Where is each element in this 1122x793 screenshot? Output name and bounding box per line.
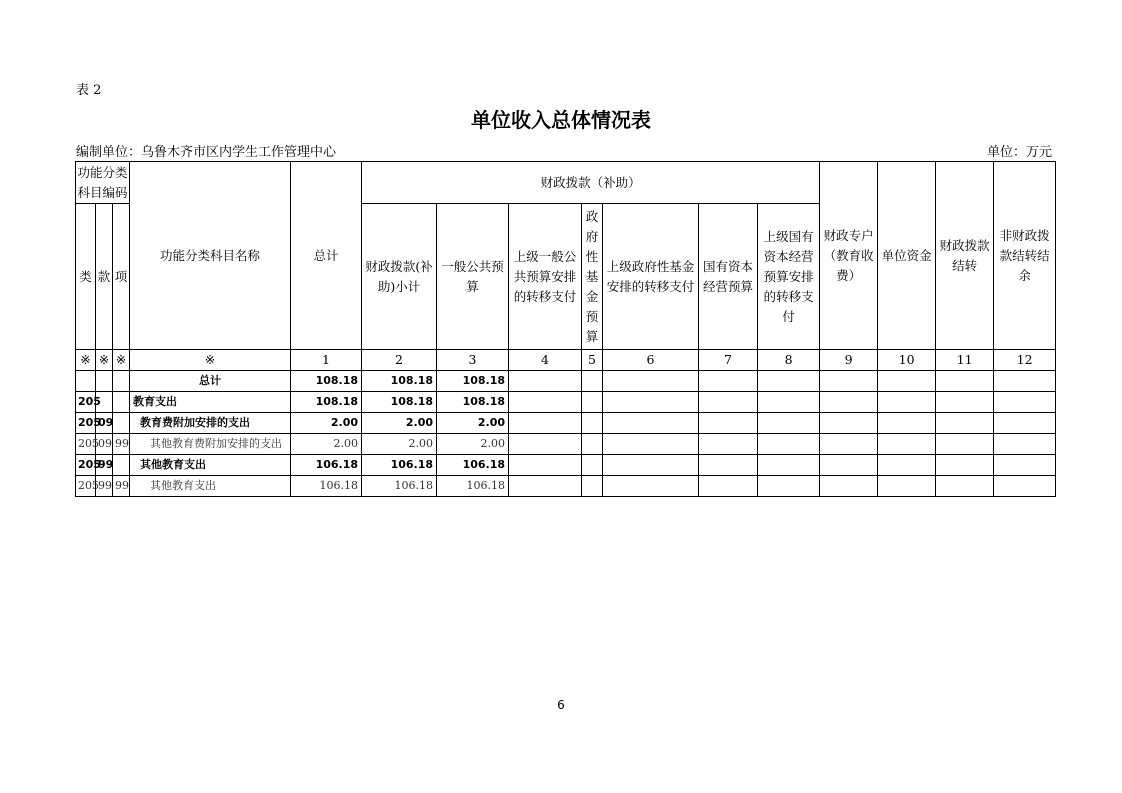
lei-cell: 205: [76, 455, 96, 476]
func-name-cell: 其他教育支出: [130, 455, 291, 476]
column-index-row: [76, 350, 1056, 371]
empty-cell: [878, 371, 936, 392]
lei-cell: 205: [76, 413, 96, 434]
empty-cell: [936, 392, 994, 413]
fiscal-subtotal-cell: 108.18: [362, 371, 437, 392]
xiang-cell: 99: [113, 476, 130, 497]
total-cell: 2.00: [291, 434, 362, 455]
empty-cell: [603, 371, 699, 392]
table-row: [76, 476, 1056, 497]
empty-cell: [699, 434, 758, 455]
empty-cell: [820, 476, 878, 497]
column-index-cell: 11: [936, 350, 994, 371]
empty-cell: [699, 455, 758, 476]
empty-cell: [758, 476, 820, 497]
empty-cell: [582, 371, 603, 392]
empty-cell: [878, 413, 936, 434]
table-row: [76, 413, 1056, 434]
xiang-cell: [113, 371, 130, 392]
upper-gov-fund-header: 上级政府性基金安排的转移支付: [603, 204, 699, 350]
fiscal-subtotal-cell: 2.00: [362, 434, 437, 455]
empty-cell: [820, 371, 878, 392]
kuan-cell: 09: [96, 434, 113, 455]
empty-cell: [936, 455, 994, 476]
empty-cell: [994, 476, 1056, 497]
func-name-cell: 教育费附加安排的支出: [130, 413, 291, 434]
table-row: [76, 434, 1056, 455]
empty-cell: [994, 413, 1056, 434]
empty-cell: [509, 413, 582, 434]
empty-cell: [509, 392, 582, 413]
fiscal-subtotal-cell: 106.18: [362, 476, 437, 497]
table-row: [76, 455, 1056, 476]
column-index-cell: ※: [113, 350, 130, 371]
column-index-cell: 7: [699, 350, 758, 371]
general-budget-cell: 106.18: [437, 476, 509, 497]
xiang-cell: [113, 392, 130, 413]
empty-cell: [994, 434, 1056, 455]
lei-header: 类: [76, 204, 96, 350]
column-index-cell: ※: [76, 350, 96, 371]
compiling-unit: 编制单位：乌鲁木齐市区内学生工作管理中心: [76, 145, 337, 160]
fiscal-carry-header: 财政拨款结转: [936, 162, 994, 350]
column-index-cell: 4: [509, 350, 582, 371]
page-number: 6: [557, 698, 565, 712]
column-index-cell: 12: [994, 350, 1056, 371]
xiang-cell: 99: [113, 434, 130, 455]
general-budget-cell: 108.18: [437, 371, 509, 392]
column-index-cell: 5: [582, 350, 603, 371]
total-cell: 108.18: [291, 371, 362, 392]
empty-cell: [699, 476, 758, 497]
upper-state-capital-header: 上级国有资本经营预算安排的转移支付: [758, 204, 820, 350]
empty-cell: [582, 392, 603, 413]
column-index-cell: 6: [603, 350, 699, 371]
empty-cell: [758, 413, 820, 434]
empty-cell: [994, 371, 1056, 392]
general-budget-cell: 106.18: [437, 455, 509, 476]
empty-cell: [699, 413, 758, 434]
empty-cell: [603, 434, 699, 455]
func-name-cell: 其他教育支出: [130, 476, 291, 497]
fiscal-subtotal-cell: 2.00: [362, 413, 437, 434]
empty-cell: [878, 434, 936, 455]
kuan-cell: 09: [96, 413, 113, 434]
empty-cell: [758, 434, 820, 455]
empty-cell: [936, 413, 994, 434]
column-index-cell: 2: [362, 350, 437, 371]
column-index-cell: ※: [96, 350, 113, 371]
empty-cell: [994, 455, 1056, 476]
lei-cell: 205: [76, 392, 96, 413]
column-index-cell: 10: [878, 350, 936, 371]
func-code-group-header: 功能分类科目编码: [76, 162, 130, 204]
empty-cell: [603, 413, 699, 434]
empty-cell: [509, 476, 582, 497]
general-budget-header: 一般公共预算: [437, 204, 509, 350]
xiang-cell: [113, 455, 130, 476]
fiscal-subtotal-cell: 106.18: [362, 455, 437, 476]
unit-funds-header: 单位资金: [878, 162, 936, 350]
total-cell: 108.18: [291, 392, 362, 413]
lei-cell: 205: [76, 434, 96, 455]
general-budget-cell: 2.00: [437, 434, 509, 455]
empty-cell: [758, 371, 820, 392]
xiang-cell: [113, 413, 130, 434]
lei-cell: [76, 371, 96, 392]
column-index-cell: ※: [130, 350, 291, 371]
state-capital-header: 国有资本经营预算: [699, 204, 758, 350]
xiang-header: 项: [113, 204, 130, 350]
page-title: 单位收入总体情况表: [471, 108, 651, 132]
fiscal-subtotal-cell: 108.18: [362, 392, 437, 413]
kuan-cell: [96, 371, 113, 392]
upper-general-header: 上级一般公共预算安排的转移支付: [509, 204, 582, 350]
currency-unit: 单位：万元: [986, 145, 1052, 160]
empty-cell: [509, 371, 582, 392]
general-budget-cell: 2.00: [437, 413, 509, 434]
kuan-cell: 99: [96, 455, 113, 476]
total-cell: 106.18: [291, 476, 362, 497]
empty-cell: [820, 392, 878, 413]
table-row: [76, 371, 1056, 392]
kuan-cell: 99: [96, 476, 113, 497]
fiscal-group-header: 财政拨款（补助）: [362, 162, 820, 204]
empty-cell: [878, 476, 936, 497]
column-index-cell: 9: [820, 350, 878, 371]
empty-cell: [603, 476, 699, 497]
column-index-cell: 8: [758, 350, 820, 371]
lei-cell: 205: [76, 476, 96, 497]
column-index-cell: 3: [437, 350, 509, 371]
income-summary-table: [75, 161, 1056, 497]
empty-cell: [820, 455, 878, 476]
table-number: 表 2: [76, 83, 102, 98]
empty-cell: [582, 413, 603, 434]
empty-cell: [994, 392, 1056, 413]
func-name-cell: 总计: [130, 371, 291, 392]
total-header: 总计: [291, 162, 362, 350]
special-edu-header: 财政专户（教育收费）: [820, 162, 878, 350]
empty-cell: [936, 476, 994, 497]
empty-cell: [936, 434, 994, 455]
empty-cell: [699, 371, 758, 392]
fiscal-subtotal-header: 财政拨款(补助)小计: [362, 204, 437, 350]
column-index-cell: 1: [291, 350, 362, 371]
total-cell: 106.18: [291, 455, 362, 476]
func-name-cell: 教育支出: [130, 392, 291, 413]
empty-cell: [509, 434, 582, 455]
empty-cell: [758, 455, 820, 476]
empty-cell: [758, 392, 820, 413]
empty-cell: [699, 392, 758, 413]
empty-cell: [603, 455, 699, 476]
empty-cell: [509, 455, 582, 476]
empty-cell: [878, 455, 936, 476]
total-cell: 2.00: [291, 413, 362, 434]
empty-cell: [582, 434, 603, 455]
empty-cell: [582, 455, 603, 476]
func-name-header: 功能分类科目名称: [130, 162, 291, 350]
empty-cell: [582, 476, 603, 497]
table-row: [76, 392, 1056, 413]
gov-fund-header: 政府性基金预算: [582, 204, 603, 350]
empty-cell: [820, 413, 878, 434]
nonfiscal-carry-header: 非财政拨款结转结余: [994, 162, 1056, 350]
empty-cell: [603, 392, 699, 413]
empty-cell: [820, 434, 878, 455]
empty-cell: [936, 371, 994, 392]
kuan-header: 款: [96, 204, 113, 350]
func-name-cell: 其他教育费附加安排的支出: [130, 434, 291, 455]
empty-cell: [878, 392, 936, 413]
general-budget-cell: 108.18: [437, 392, 509, 413]
